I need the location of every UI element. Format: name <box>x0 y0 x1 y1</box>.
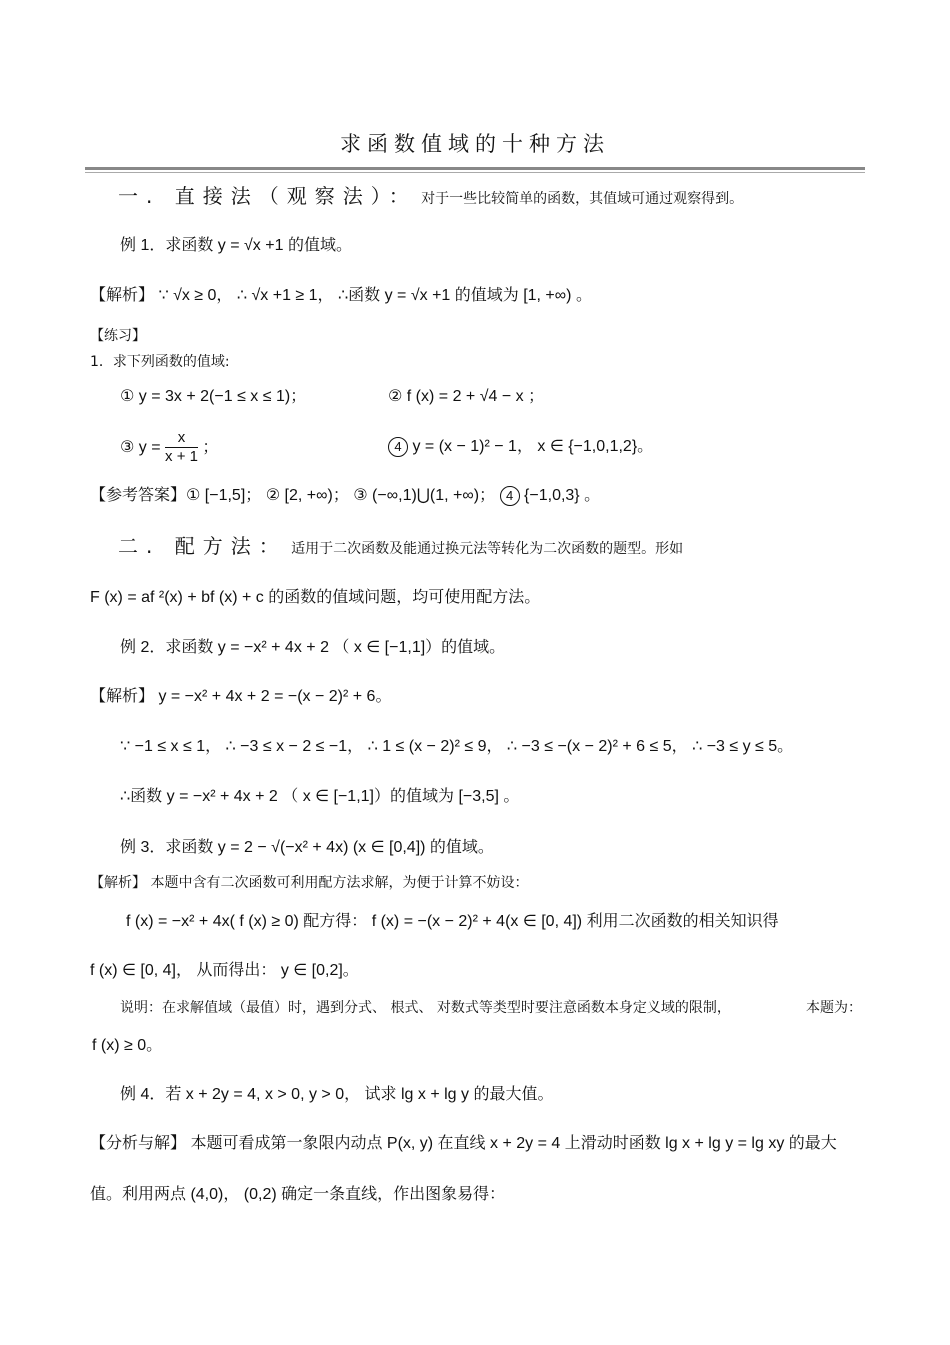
example-1: 例 1．求函数 y = √x +1 的值域。 <box>120 237 352 254</box>
fraction <box>165 429 198 466</box>
fraction-numerator: x <box>165 429 198 448</box>
section-1-intro: 对于一些比较简单的函数，其值域可通过观察得到。 <box>421 191 744 207</box>
practice-item-1: ① y = 3x + 2(−1 ≤ x ≤ 1)； <box>120 388 307 405</box>
note-line-2: f (x) ≥ 0。 <box>92 1037 163 1054</box>
example-4: 例 4．若 x + 2y = 4, x > 0, y > 0， 试求 lg x + lg y 的最大值。 <box>120 1086 554 1103</box>
solution-3-line-1: 【解析】 本题中含有二次函数可利用配方法求解，为便于计算不妨设： <box>90 875 529 891</box>
form-statement: F (x) = af ²(x) + bf (x) + c 的函数的值域问题，均可使用配方法。 <box>90 589 541 606</box>
solution-1: 【解析】 ∵ √x ≥ 0， ∴ √x +1 ≥ 1， ∴函数 y = √x +1 的值域为 [1, +∞) 。 <box>90 287 592 304</box>
circled-number: 4 <box>500 486 520 506</box>
section-2-intro: 适用于二次函数及能通过换元法等转化为二次函数的题型。形如 <box>291 541 684 557</box>
solution-4-line-1: 【分析与解】 本题可看成第一象限内动点 P(x, y) 在直线 x + 2y = 4 上滑动时函数 lg x + lg y = lg xy 的最大 <box>90 1135 837 1152</box>
answers-suffix: {−1,0,3} 。 <box>524 487 601 504</box>
solution-4-line-2: 值。利用两点 (4,0)， (0,2) 确定一条直线，作出图象易得： <box>90 1186 506 1203</box>
section-1 <box>118 186 743 209</box>
practice-item-3-prefix: ③ y = <box>120 439 161 456</box>
section-1-heading: 一. 直接法（观察法）： <box>118 184 417 208</box>
practice-item-3 <box>120 428 218 468</box>
solution-3-line-3: f (x) ∈ [0, 4]， 从而得出： y ∈ [0,2]。 <box>90 962 359 979</box>
note-line-1: 说明：在求解值域（最值）时，遇到分式、 根式、 对数式等类型时要注意函数本身定义域的限制， <box>120 1000 731 1016</box>
section-2-heading: 二. 配方法： <box>118 534 287 558</box>
practice-item-4 <box>388 437 653 457</box>
reference-answers <box>90 486 600 506</box>
practice-label: 【练习】 <box>90 328 146 344</box>
question-1: 1．求下列函数的值域: <box>90 354 230 370</box>
title-rule-thin <box>85 172 865 173</box>
circled-number: 4 <box>388 437 408 457</box>
solution-2-line-1: 【解析】 y = −x² + 4x + 2 = −(x − 2)² + 6。 <box>90 688 392 705</box>
answers-text: 【参考答案】① [−1,5]； ② [2, +∞)； ③ (−∞,1)⋃(1, +∞)； <box>90 487 496 504</box>
solution-2-line-3: ∴函数 y = −x² + 4x + 2 （ x ∈ [−1,1]）的值域为 [−3,5] 。 <box>120 788 520 805</box>
solution-2-line-2: ∵ −1 ≤ x ≤ 1， ∴ −3 ≤ x − 2 ≤ −1， ∴ 1 ≤ (x − 2)² ≤ 9， ∴ −3 ≤ −(x − 2)² + 6 ≤ 5， ∴ −3 ≤ y ≤ 5。 <box>120 738 794 755</box>
practice-item-4-text: y = (x − 1)² − 1， x ∈ {−1,0,1,2}。 <box>412 438 654 455</box>
section-2 <box>118 536 683 559</box>
solution-3-line-2: f (x) = −x² + 4x( f (x) ≥ 0) 配方得： f (x) = −(x − 2)² + 4(x ∈ [0, 4]) 利用二次函数的相关知识得 <box>126 913 779 930</box>
practice-item-3-suffix: ； <box>202 439 219 456</box>
practice-item-2: ② f (x) = 2 + √4 − x ； <box>388 388 545 405</box>
example-2: 例 2．求函数 y = −x² + 4x + 2 （ x ∈ [−1,1]）的值域。 <box>120 639 506 656</box>
note-line-1-right: 本题为： <box>806 1000 862 1016</box>
example-3: 例 3．求函数 y = 2 − √(−x² + 4x) (x ∈ [0,4]) 的值域。 <box>120 839 494 856</box>
page-title: 求函数值域的十种方法 <box>340 132 610 156</box>
title-rule <box>85 167 865 170</box>
fraction-denominator: x + 1 <box>165 448 198 466</box>
